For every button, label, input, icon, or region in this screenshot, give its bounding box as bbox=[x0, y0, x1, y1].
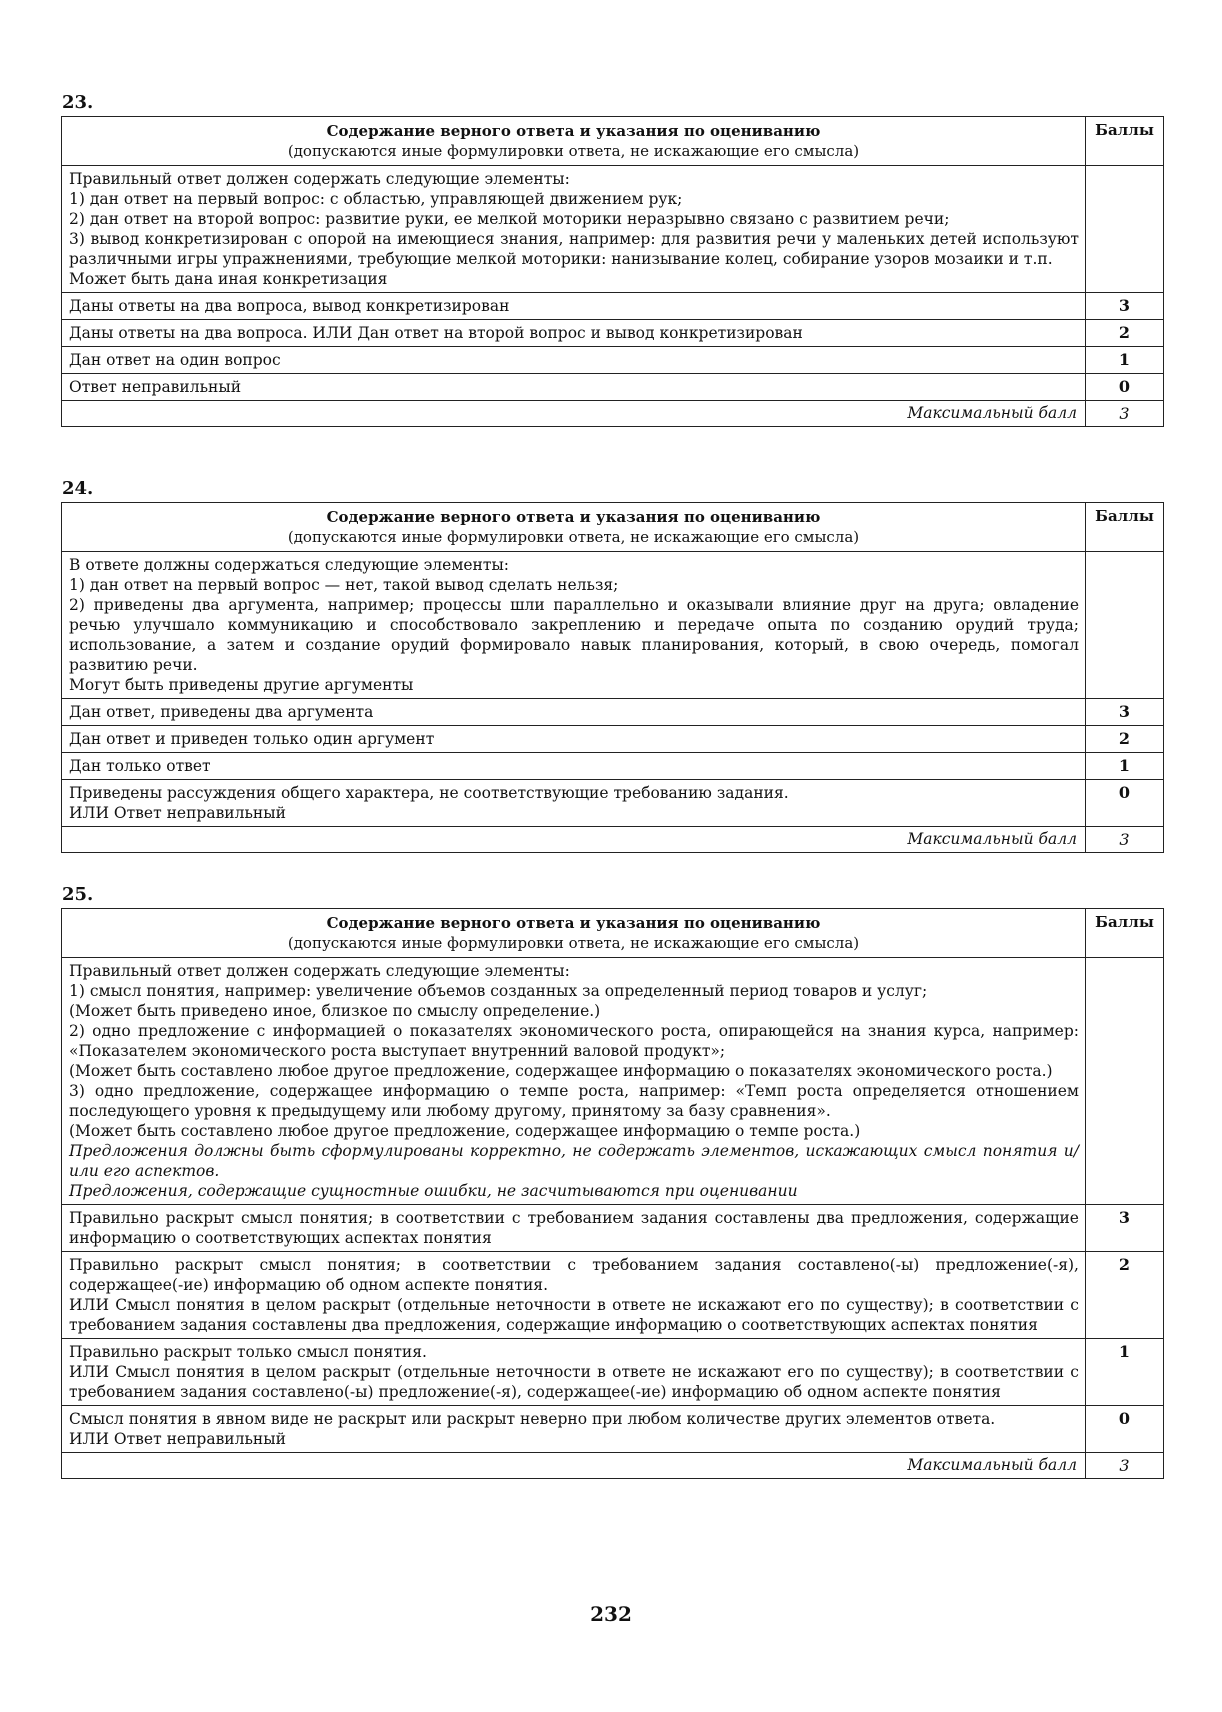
content-line: 3) одно предложение, содержащее информацию о темпе роста, например: «Темп роста определяется отношением последующего уровня к предыдущему или любому другому, принятому за базу сравнения». bbox=[69, 1082, 1079, 1120]
header-title: Содержание верного ответа и указания по оцениванию bbox=[326, 508, 821, 526]
header-cell bbox=[62, 503, 1086, 552]
content-line: 2) дан ответ на второй вопрос: развитие руки, ее мелкой моторики неразрывно связано с развитием речи; bbox=[69, 210, 950, 228]
criterion-row bbox=[62, 1205, 1164, 1252]
criteria-table-23 bbox=[61, 116, 1164, 427]
criterion-points: 3 bbox=[1086, 699, 1164, 726]
criterion-row bbox=[62, 320, 1164, 347]
answer-content bbox=[62, 552, 1086, 699]
max-score-value: 3 bbox=[1086, 401, 1164, 427]
criterion-points: 2 bbox=[1086, 726, 1164, 753]
max-score-value: 3 bbox=[1086, 1453, 1164, 1479]
content-line: (Может быть составлено любое другое предложение, содержащее информацию о показателях экономического роста.) bbox=[69, 1062, 1053, 1080]
criterion-points: 0 bbox=[1086, 1406, 1164, 1453]
criterion-row bbox=[62, 1252, 1164, 1339]
content-line: 2) приведены два аргумента, например; процессы шли параллельно и оказывали влияние друг на друга; овладение речью улучшало коммуникацию и способствовало закреплению и передаче опыта по созданию орудий труда; использование, а затем и создание орудий формировало навык планирования, который, в свою очередь, помогал развитию речи. bbox=[69, 596, 1079, 674]
header-cell bbox=[62, 117, 1086, 166]
criterion-row bbox=[62, 1339, 1164, 1406]
task-number: 24. bbox=[62, 478, 94, 499]
table-header-row bbox=[62, 909, 1164, 958]
content-line: 2) одно предложение с информацией о показателях экономического роста, опирающейся на знания курса, например: «Показателем экономического роста выступает внутренний валовой продукт»; bbox=[69, 1022, 1079, 1060]
header-subtitle: (допускаются иные формулировки ответа, не искажающие его смысла) bbox=[287, 142, 860, 160]
criterion-row bbox=[62, 374, 1164, 401]
content-line: (Может быть составлено любое другое предложение, содержащее информацию о темпе роста.) bbox=[69, 1122, 861, 1140]
header-cell bbox=[62, 909, 1086, 958]
points-header: Баллы bbox=[1086, 503, 1164, 552]
criterion-points: 2 bbox=[1086, 1252, 1164, 1339]
max-score-row bbox=[62, 1453, 1164, 1479]
header-subtitle: (допускаются иные формулировки ответа, не искажающие его смысла) bbox=[287, 934, 860, 952]
criterion-points: 1 bbox=[1086, 347, 1164, 374]
content-line: 1) дан ответ на первый вопрос: с областью, управляющей движением рук; bbox=[69, 190, 683, 208]
task-number: 23. bbox=[62, 92, 94, 113]
table-header-row bbox=[62, 503, 1164, 552]
content-line: 1) смысл понятия, например: увеличение объемов созданных за определенный период товаров и услуг; bbox=[69, 982, 928, 1000]
max-score-row bbox=[62, 827, 1164, 853]
criterion-text: Правильно раскрыт смысл понятия; в соответствии с требованием задания составлено(-ы) предложение(-я), содержащее(-ие) информацию об одном аспекте понятия. ИЛИ Смысл понятия в целом раскрыт (отдельные неточности в ответе не искажают его по существу); в соответствии с требованием задания составлены два предложения, содержащие информацию о соответствующих аспектах понятия bbox=[62, 1252, 1086, 1339]
max-score-row bbox=[62, 401, 1164, 427]
content-line: Правильный ответ должен содержать следующие элементы: bbox=[69, 170, 570, 188]
table-header-row bbox=[62, 117, 1164, 166]
task-number: 25. bbox=[62, 884, 94, 905]
criterion-text: Ответ неправильный bbox=[62, 374, 1086, 401]
criterion-row bbox=[62, 293, 1164, 320]
max-score-label: Максимальный балл bbox=[62, 827, 1086, 853]
criterion-row bbox=[62, 699, 1164, 726]
criterion-points: 0 bbox=[1086, 374, 1164, 401]
criterion-text: Дан ответ и приведен только один аргумент bbox=[62, 726, 1086, 753]
points-header: Баллы bbox=[1086, 909, 1164, 958]
content-line: Может быть дана иная конкретизация bbox=[69, 270, 388, 288]
criterion-row bbox=[62, 347, 1164, 374]
criterion-text: Дан только ответ bbox=[62, 753, 1086, 780]
criterion-points: 0 bbox=[1086, 780, 1164, 827]
criterion-text: Даны ответы на два вопроса. ИЛИ Дан ответ на второй вопрос и вывод конкретизирован bbox=[62, 320, 1086, 347]
content-line: Могут быть приведены другие аргументы bbox=[69, 676, 414, 694]
header-title: Содержание верного ответа и указания по оцениванию bbox=[326, 122, 821, 140]
criteria-table-25 bbox=[61, 908, 1164, 1479]
content-line: Правильный ответ должен содержать следующие элементы: bbox=[69, 962, 570, 980]
note-line: Предложения должны быть сформулированы корректно, не содержать элементов, искажающих смысл понятия и/или его аспектов. bbox=[69, 1142, 1079, 1180]
criterion-text: Дан ответ, приведены два аргумента bbox=[62, 699, 1086, 726]
criterion-row bbox=[62, 780, 1164, 827]
empty-points-cell bbox=[1086, 166, 1164, 293]
criterion-points: 1 bbox=[1086, 753, 1164, 780]
answer-content bbox=[62, 166, 1086, 293]
content-line: 1) дан ответ на первый вопрос — нет, такой вывод сделать нельзя; bbox=[69, 576, 619, 594]
max-score-value: 3 bbox=[1086, 827, 1164, 853]
empty-points-cell bbox=[1086, 958, 1164, 1205]
max-score-label: Максимальный балл bbox=[62, 1453, 1086, 1479]
content-line: 3) вывод конкретизирован с опорой на имеющиеся знания, например: для развития речи у маленьких детей используют различными игры упражнениями, требующие мелкой моторики: нанизывание колец, собирание узоров мозаики и т.п. bbox=[69, 230, 1079, 268]
criterion-points: 3 bbox=[1086, 1205, 1164, 1252]
header-title: Содержание верного ответа и указания по оцениванию bbox=[326, 914, 821, 932]
answer-content-row bbox=[62, 166, 1164, 293]
criterion-text: Дан ответ на один вопрос bbox=[62, 347, 1086, 374]
criterion-row bbox=[62, 1406, 1164, 1453]
criterion-text: Приведены рассуждения общего характера, не соответствующие требованию задания. ИЛИ Ответ неправильный bbox=[62, 780, 1086, 827]
empty-points-cell bbox=[1086, 552, 1164, 699]
content-line: В ответе должны содержаться следующие элементы: bbox=[69, 556, 510, 574]
points-header: Баллы bbox=[1086, 117, 1164, 166]
header-subtitle: (допускаются иные формулировки ответа, не искажающие его смысла) bbox=[287, 528, 860, 546]
criterion-points: 1 bbox=[1086, 1339, 1164, 1406]
page-number: 232 bbox=[590, 1602, 632, 1626]
criterion-text: Даны ответы на два вопроса, вывод конкретизирован bbox=[62, 293, 1086, 320]
content-line: (Может быть приведено иное, близкое по смыслу определение.) bbox=[69, 1002, 601, 1020]
criterion-text: Смысл понятия в явном виде не раскрыт или раскрыт неверно при любом количестве других элементов ответа. ИЛИ Ответ неправильный bbox=[62, 1406, 1086, 1453]
criteria-table-24 bbox=[61, 502, 1164, 853]
criterion-text: Правильно раскрыт смысл понятия; в соответствии с требованием задания составлены два предложения, содержащие информацию о соответствующих аспектах понятия bbox=[62, 1205, 1086, 1252]
answer-content-row bbox=[62, 552, 1164, 699]
criterion-row bbox=[62, 753, 1164, 780]
note-line: Предложения, содержащие сущностные ошибки, не засчитываются при оценивании bbox=[69, 1182, 798, 1200]
max-score-label: Максимальный балл bbox=[62, 401, 1086, 427]
criterion-text: Правильно раскрыт только смысл понятия. ИЛИ Смысл понятия в целом раскрыт (отдельные неточности в ответе не искажают его по существу); в соответствии с требованием задания составлено(-ы) предложение(-я), содержащее(-ие) информацию об одном аспекте понятия bbox=[62, 1339, 1086, 1406]
answer-content bbox=[62, 958, 1086, 1205]
criterion-points: 3 bbox=[1086, 293, 1164, 320]
answer-content-row bbox=[62, 958, 1164, 1205]
criterion-points: 2 bbox=[1086, 320, 1164, 347]
criterion-row bbox=[62, 726, 1164, 753]
